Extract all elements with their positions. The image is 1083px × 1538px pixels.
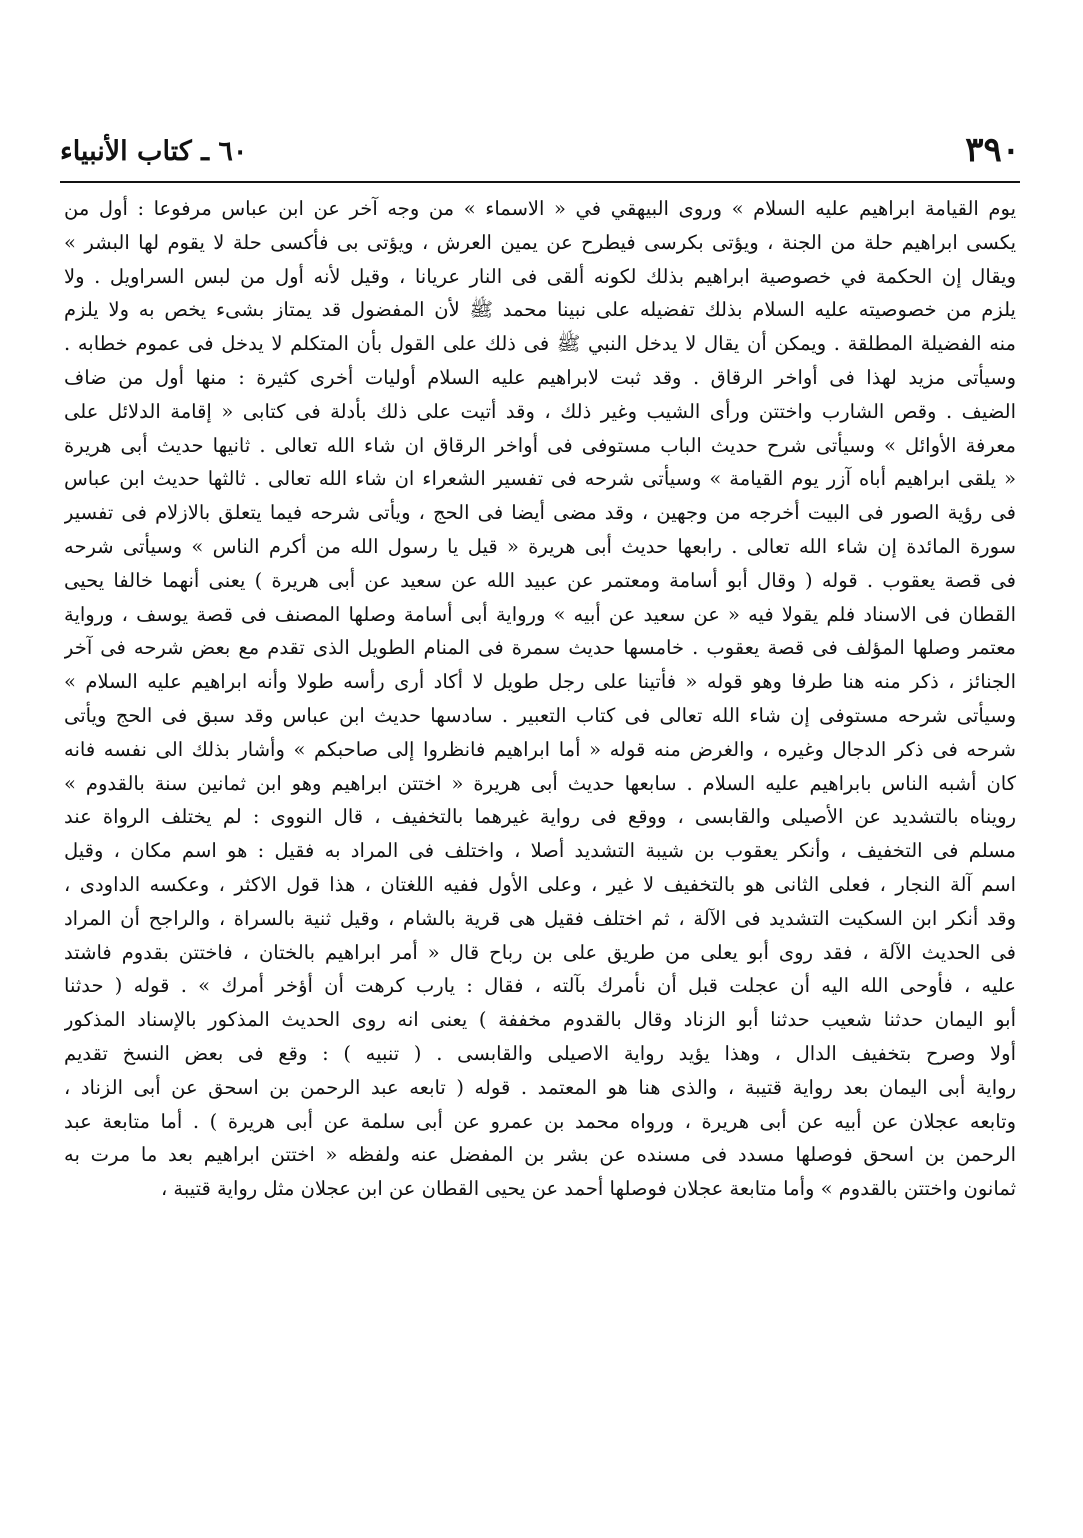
text-line: أبو اليمان حدثنا شعيب حدثنا أبو الزناد وقال بالقدوم مخففة ) يعنى انه روى الحديث المذكور بالإسناد المذكور: [64, 1008, 1016, 1032]
text-line: ثمانون واختتن بالقدوم » وأما متابعة عجلان فوصلها أحمد عن يحيى القطان عن ابن عجلان مثل رواية قتيبة ،: [160, 1177, 1016, 1201]
text-line: معرفة الأوائل » وسيأتى شرح حديث الباب مستوفى فى أواخر الرقاق ان شاء الله تعالى . ثانيها حديث أبى هريرة: [64, 433, 1016, 457]
text-line: ويقال إن الحكمة في خصوصية ابراهيم بذلك لكونه ألقى فى النار عريانا ، وقيل لأنه أول من لبس السراويل . ولا: [64, 264, 1016, 288]
text-line: فى رؤية الصور فى البيت أخرجه من وجهين ، وقد مضى أيضا فى الحج ، ويأتى شرحه فيما يتعلق بالازلام فى تفسير: [64, 501, 1016, 525]
text-line: فى الحديث الآلة ، فقد روى أبو يعلى من طريق على بن رباح قال « أمر ابراهيم بالختان ، فاختتن بقدوم فاشتد: [64, 940, 1016, 964]
text-line: كان أشبه الناس بابراهيم عليه السلام . سابعها حديث أبى هريرة « اختتن ابراهيم وهو ابن ثمانين سنة بالقدوم »: [64, 771, 1016, 795]
text-line: يكسى ابراهيم حلة من الجنة ، ويؤتى بكرسى فيطرح عن يمين العرش ، ويؤتى بى فأكسى حلة لا يقوم لها البشر »: [64, 230, 1016, 254]
body-text: [64, 192, 1016, 1206]
text-line: الجنائز ، ذكر منه هنا طرفا وهو قوله « فأتينا على رجل طويل لا أكاد أرى رأسه طولا وأنه ابراهيم عليه السلام »: [64, 670, 1016, 694]
running-head: ٦٠ ـ كتاب الأنبياء: [60, 136, 248, 167]
text-line: القطان فى الاسناد فلم يقولا فيه « عن سعيد عن أبيه » ورواية أبى أسامة وصلها المصنف فى قصة يوسف ، ورواية: [64, 602, 1016, 626]
text-line: وسيأتى شرحه مستوفى إن شاء الله تعالى فى كتاب التعبير . سادسها حديث ابن عباس وقد سبق فى الحج ويأتى: [64, 703, 1016, 727]
text-line: الضيف . وقص الشارب واختتن ورأى الشيب وغير ذلك ، وقد أتيت على ذلك بأدلة فى كتابى « إقامة الدلائل على: [64, 399, 1016, 423]
text-line: يلزم من خصوصيته عليه السلام بذلك تفضيله على نبينا محمد ﷺ لأن المفضول قد يمتاز بشىء يخص به ولا يلزم: [64, 298, 1016, 322]
text-line: معتمر وصلها المؤلف فى قصة يعقوب . خامسها حديث سمرة فى المنام الطويل الذى تقدم مع بعض شرحه فى آخر: [64, 636, 1016, 660]
text-line: وقد أنكر ابن السكيت التشديد فى الآلة ، ثم اختلف فقيل هى قرية بالشام ، وقيل ثنية بالسراة ، والراجح أن المراد: [64, 906, 1016, 930]
header-divider: [60, 181, 1020, 183]
text-line: أولا وصرح بتخفيف الدال ، وهذا يؤيد رواية الاصيلى والقابسى . ( تنبيه ) : وقع فى بعض النسخ تقديم: [64, 1041, 1016, 1065]
text-line: شرحه فى ذكر الدجال وغيره ، والغرض منه قوله « أما ابراهيم فانظروا إلى صاحبكم » وأشار بذلك الى نفسه فانه: [64, 737, 1016, 761]
text-line: منه الفضيلة المطلقة . ويمكن أن يقال لا يدخل النبي ﷺ فى ذلك على القول بأن المتكلم لا يدخل فى عموم خطابه .: [64, 332, 1016, 356]
text-line: وسيأتى مزيد لهذا فى أواخر الرقاق . وقد ثبت لابراهيم عليه السلام أوليات أخرى كثيرة : منها أول من ضاف: [64, 365, 1016, 389]
text-line: سورة المائدة إن شاء الله تعالى . رابعها حديث أبى هريرة « قيل يا رسول الله من أكرم الناس » وسيأتى شرحه: [64, 534, 1016, 558]
text-line: « يلقى ابراهيم أباه آزر يوم القيامة » وسيأتى شرحه فى تفسير الشعراء ان شاء الله تعالى . ثالثها حديث ابن عباس: [64, 467, 1016, 491]
text-line: وتابعه عجلان عن أبيه عن أبى هريرة ، ورواه محمد بن عمرو عن أبى سلمة عن أبى هريرة ) . أما متابعة عبد: [64, 1109, 1016, 1133]
text-line: يوم القيامة ابراهيم عليه السلام » وروى البيهقي في « الاسماء » من وجه آخر عن ابن عباس مرفوعا : أول من: [64, 197, 1016, 220]
text-line: اسم آلة النجار ، فعلى الثانى هو بالتخفيف لا غير ، وعلى الأول ففيه اللغتان ، هذا قول الاكثر ، وعكسه الداودى ،: [64, 872, 1016, 896]
text-line: الرحمن بن اسحق فوصلها مسدد فى مسنده عن بشر بن المفضل عنه ولفظه « اختتن ابراهيم بعد ما مرت به: [64, 1143, 1016, 1167]
text-line: عليه ، فأوحى الله اليه أن عجلت قبل أن نأمرك بآلته ، فقال : يارب كرهت أن أؤخر أمرك » . قوله ( حدثنا: [64, 974, 1016, 998]
text-line: رواية أبى اليمان بعد رواية قتيبة ، والذى هنا هو المعتمد . قوله ( تابعه عبد الرحمن بن اسحق عن أبى الزناد ،: [64, 1075, 1016, 1099]
text-line: رويناه بالتشديد عن الأصيلى والقابسى ، ووقع فى رواية غيرهما بالتخفيف ، قال النووى : لم يختلف الرواة عند: [64, 805, 1016, 829]
page-header: [60, 128, 1020, 176]
text-line: فى قصة يعقوب . قوله ( وقال أبو أسامة ومعتمر عن عبيد الله عن سعيد عن أبى هريرة ) يعنى أنهما خالفا يحيى: [64, 568, 1016, 592]
page-number: ٣٩٠: [965, 130, 1020, 170]
text-line: مسلم فى التخفيف ، وأنكر يعقوب بن شيبة التشديد أصلا ، واختلف فى المراد به فقيل : هو اسم مكان ، وقيل: [64, 839, 1016, 863]
